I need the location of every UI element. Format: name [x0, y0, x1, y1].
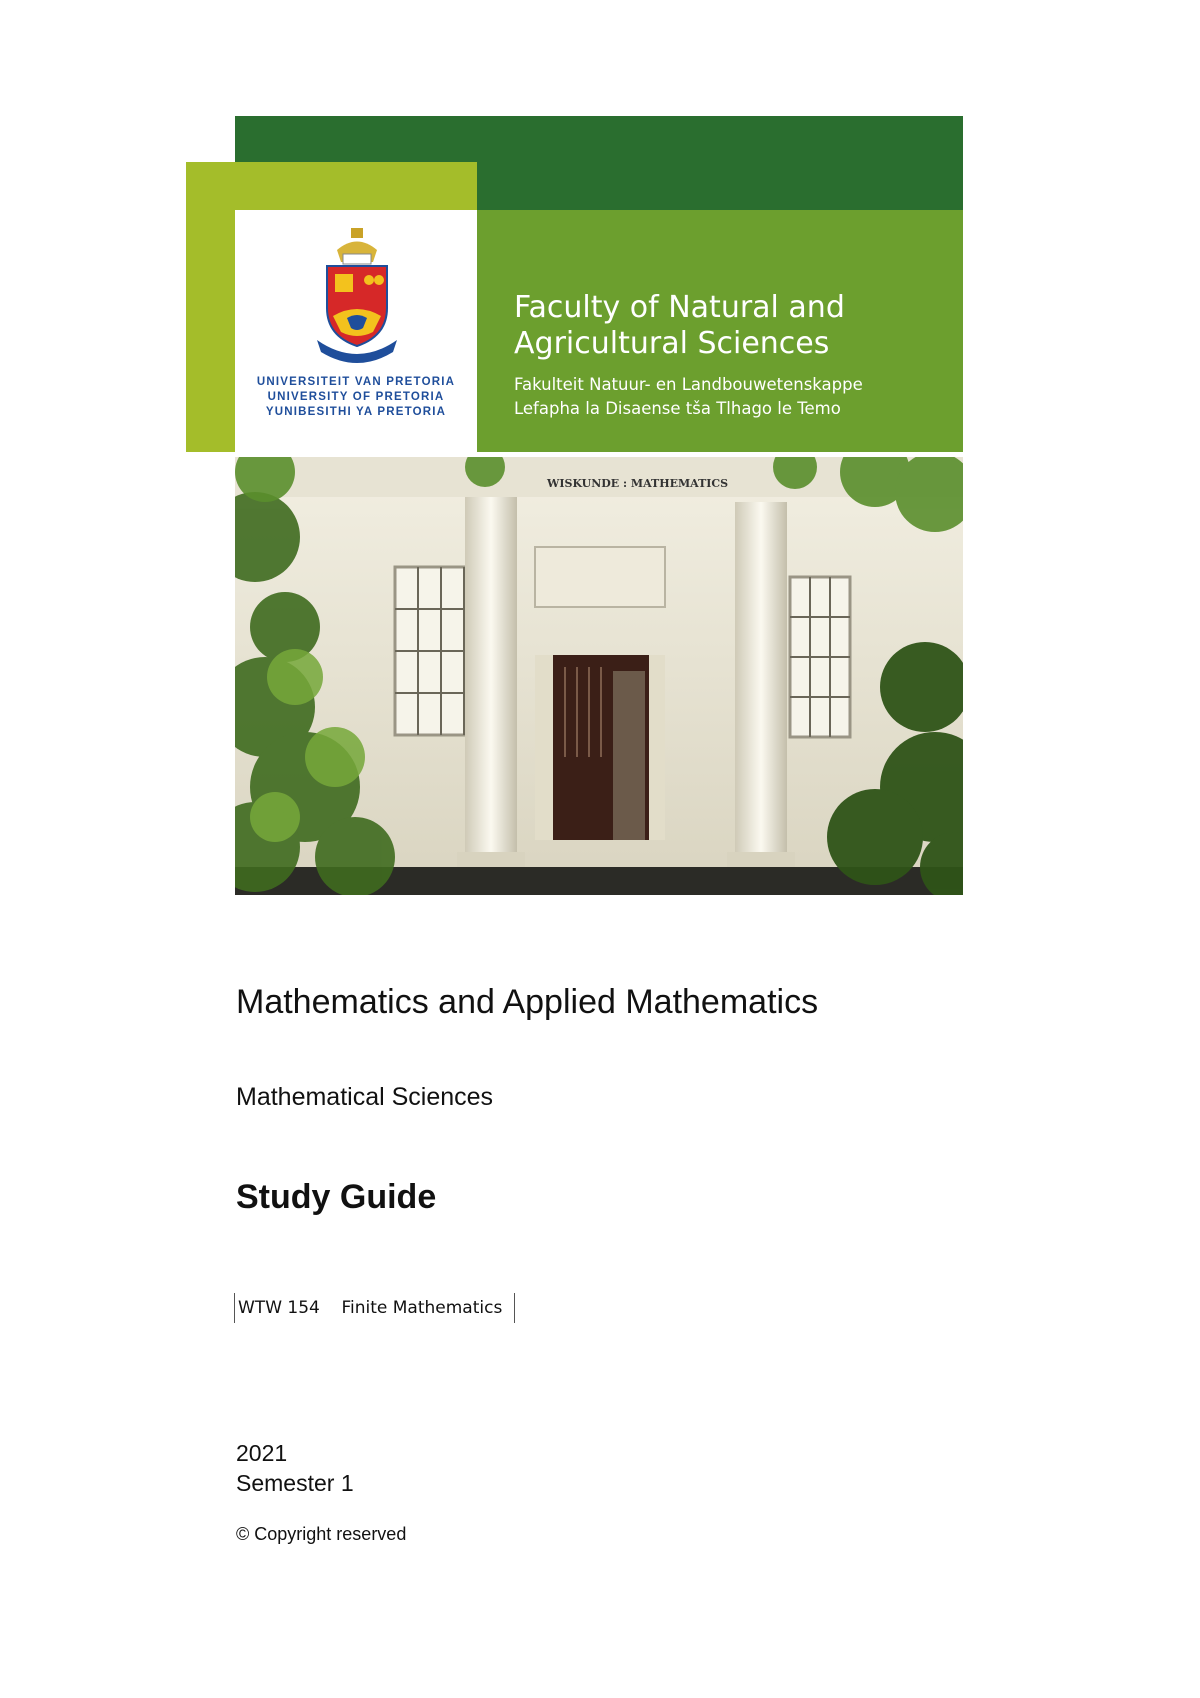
university-name-english: UNIVERSITY OF PRETORIA: [267, 391, 445, 403]
faculty-subtitle-sepedi: Lefapha la Disaense tša Tlhago le Temo: [514, 399, 841, 418]
building-sign: WISKUNDE : MATHEMATICS: [547, 477, 729, 490]
copyright-notice: © Copyright reserved: [236, 1524, 407, 1544]
university-name-sepedi: YUNIBESITHI YA PRETORIA: [265, 406, 447, 418]
faculty-title: [514, 290, 954, 362]
faculty-title-line-2: Agricultural Sciences: [514, 326, 830, 361]
faculty-subtitle-afrikaans: Fakulteit Natuur- en Landbouwetenskappe: [514, 375, 863, 394]
document-type: Study Guide: [236, 1178, 437, 1216]
document-year: 2021: [236, 1440, 288, 1466]
faculty-subtitle: [514, 373, 954, 421]
document-department: Mathematical Sciences: [236, 1083, 494, 1111]
university-crest-icon: [307, 228, 407, 368]
document-semester: Semester 1: [236, 1470, 354, 1496]
university-name-block: [240, 375, 472, 420]
university-name-afrikaans: UNIVERSITEIT VAN PRETORIA: [256, 376, 456, 388]
document-title: Mathematics and Applied Mathematics: [236, 983, 819, 1021]
course-code-title: WTW 154 Finite Mathematics: [234, 1293, 515, 1323]
term-block: [236, 1438, 354, 1498]
faculty-title-line-1: Faculty of Natural and: [514, 290, 845, 325]
building-photo: [235, 457, 963, 895]
